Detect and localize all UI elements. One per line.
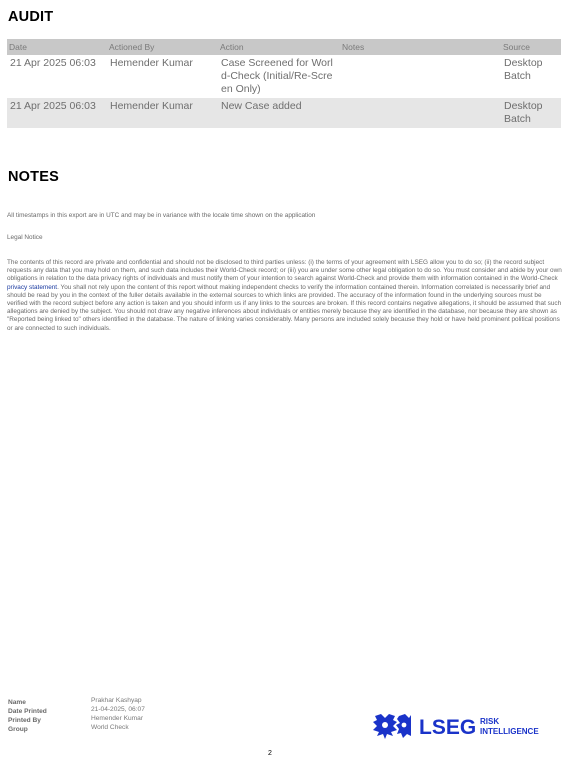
footer-value-printed-by: Hemender Kumar <box>91 715 144 722</box>
legal-text-end: . You shall not rely upon the content of this report without making independent checks to verify the information contained therein. Information correlated is necessarily brief and should be read by you in the context of the fuller details available in the external sources to which links are provided. The accuracy of the information found in the underlying sources must be verified with the record subject before any action is taken and you should inform us if any links to the sources are broken. If this record contains negative allegations, it should be assumed that such allegations are denied by the subject. You should not draw any negative inferences about individuals or entities merely because they are identified in the database, nor because they are shown as "Reported being linked to" others identified in the database. The nature of linking varies considerably. Many persons are included solely because they hold or have held prominent political positions or are connected to such individuals. <box>7 283 562 332</box>
column-header-date: Date <box>7 39 107 55</box>
page-number: 2 <box>268 750 272 757</box>
cell-action: New Case added <box>218 98 340 128</box>
lseg-risk-intelligence-logo <box>371 712 551 740</box>
cell-notes <box>340 98 501 128</box>
footer-label-group: Group <box>8 726 28 733</box>
cell-actioned-by: Hemender Kumar <box>107 98 218 128</box>
audit-table <box>7 39 561 128</box>
footer-value-name: Prakhar Kashyap <box>91 697 142 704</box>
timestamps-note: All timestamps in this export are in UTC and may be in variance with the locale time shown on the application <box>7 212 316 219</box>
legal-notice-body <box>7 259 562 333</box>
footer-value-date-printed: 21-04-2025, 06:07 <box>91 706 145 713</box>
footer-label-printed-by: Printed By <box>8 717 41 724</box>
footer-label-date-printed: Date Printed <box>8 708 47 715</box>
column-header-notes: Notes <box>340 39 501 55</box>
cell-action: Case Screened for World-Check (Initial/Re-Screen Only) <box>218 55 340 98</box>
cell-date: 21 Apr 2025 06:03 <box>7 98 107 128</box>
footer-values <box>91 696 145 732</box>
cell-source: Desktop Batch <box>501 98 561 128</box>
column-header-actioned-by: Actioned By <box>107 39 218 55</box>
audit-header-row <box>7 39 561 55</box>
table-row <box>7 98 561 128</box>
footer-label-name: Name <box>8 699 26 706</box>
column-header-source: Source <box>501 39 561 55</box>
footer-labels <box>8 698 47 734</box>
logo-brand-text: LSEG <box>419 716 477 739</box>
logo-tagline-intelligence: INTELLIGENCE <box>480 727 539 736</box>
footer-value-group: World Check <box>91 724 129 731</box>
cell-actioned-by: Hemender Kumar <box>107 55 218 98</box>
cell-notes <box>340 55 501 98</box>
cell-date: 21 Apr 2025 06:03 <box>7 55 107 98</box>
crest-icon <box>373 714 411 739</box>
logo-tagline-risk: RISK <box>480 717 500 726</box>
audit-section-title: AUDIT <box>8 9 54 25</box>
legal-notice-heading: Legal Notice <box>7 234 43 241</box>
table-row <box>7 55 561 98</box>
cell-source: Desktop Batch <box>501 55 561 98</box>
column-header-action: Action <box>218 39 340 55</box>
privacy-statement-link[interactable]: privacy statement <box>7 283 58 291</box>
legal-text-start: The contents of this record are private and confidential and should not be disclosed to third parties unless: (i) the terms of your agreement with LSEG allow you to do so; (ii) the record subject requests any data that you may hold on them, and such data includes their World-Check record; or (iii) you are under some other legal obligation to do so. You must consider and abide by your own obligations in relation to the data privacy rights of individuals and must notify them of your intention to search against World-Check and provide them with information contained in the World-Check <box>7 259 562 283</box>
notes-section-title: NOTES <box>8 169 59 185</box>
